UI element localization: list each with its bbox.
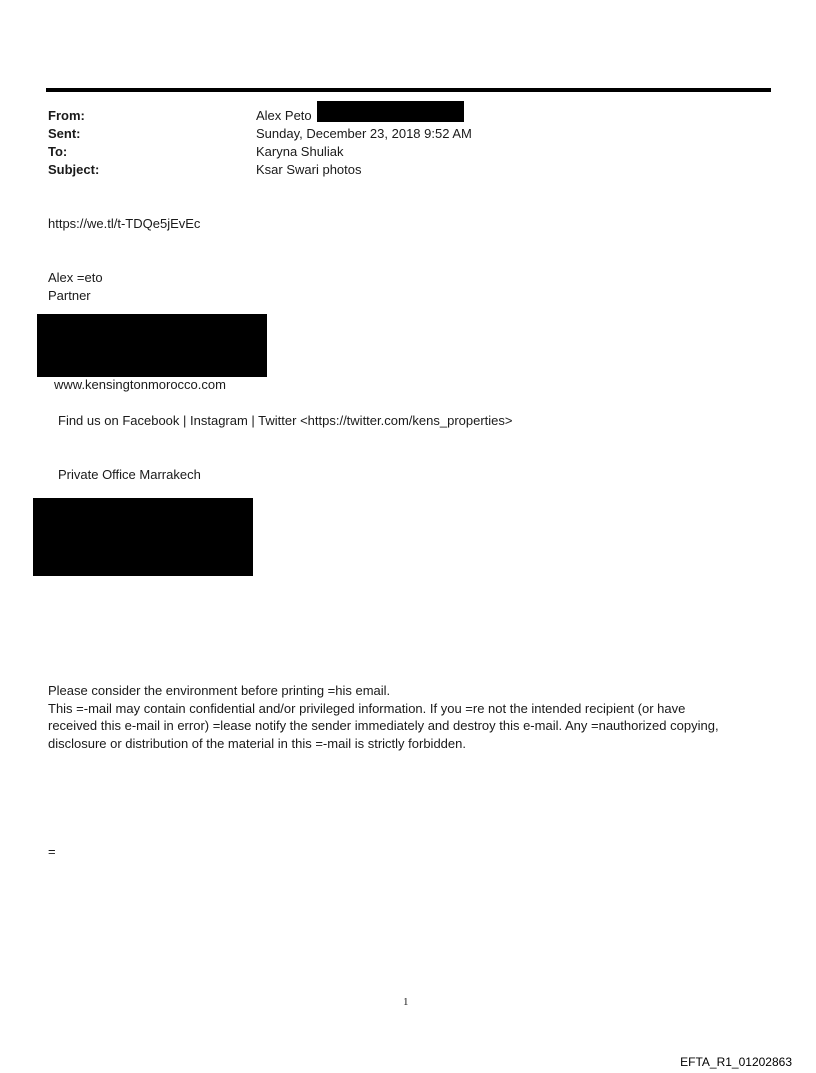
from-value: Alex Peto [256,108,312,123]
to-label: To: [48,144,68,159]
disclaimer-line-2: received this e-mail in error) =lease notify the sender immediately and destroy this e-mail. Any =nauthorized copying, [48,718,719,733]
bates-number: EFTA_R1_01202863 [680,1055,792,1069]
disclaimer-line-3: disclosure or distribution of the material in this =-mail is strictly forbidden. [48,735,466,751]
transfer-link[interactable]: https://we.tl/t-TDQe5jEvEc [48,216,201,231]
page-number: 1 [403,996,409,1008]
from-label: From: [48,108,85,123]
sent-value: Sunday, December 23, 2018 9:52 AM [256,126,472,141]
environment-note: Please consider the environment before printing =his email. [48,683,391,698]
social-links[interactable]: Find us on Facebook | Instagram | Twitter <https://twitter.com/kens_properties> [58,413,513,428]
subject-value: Ksar Swari photos [256,162,362,177]
redaction-from-email [317,101,464,122]
header-divider [46,88,771,92]
signature-name: Alex =eto [48,270,103,285]
disclaimer-line-1: This =-mail may contain confidential and/or privileged information. If you =re not the intended recipient (or have [48,700,686,716]
to-value: Karyna Shuliak [256,144,344,159]
sent-label: Sent: [48,126,81,141]
office-name: Private Office Marrakech [58,467,201,482]
subject-label: Subject: [48,162,100,177]
website-link[interactable]: www.kensingtonmorocco.com [54,377,226,392]
trailing-char: = [48,844,56,859]
disclaimer-block [48,682,768,752]
signature-title: Partner [48,288,91,303]
redaction-office-block [33,498,253,576]
redaction-signature-logo [37,314,267,377]
